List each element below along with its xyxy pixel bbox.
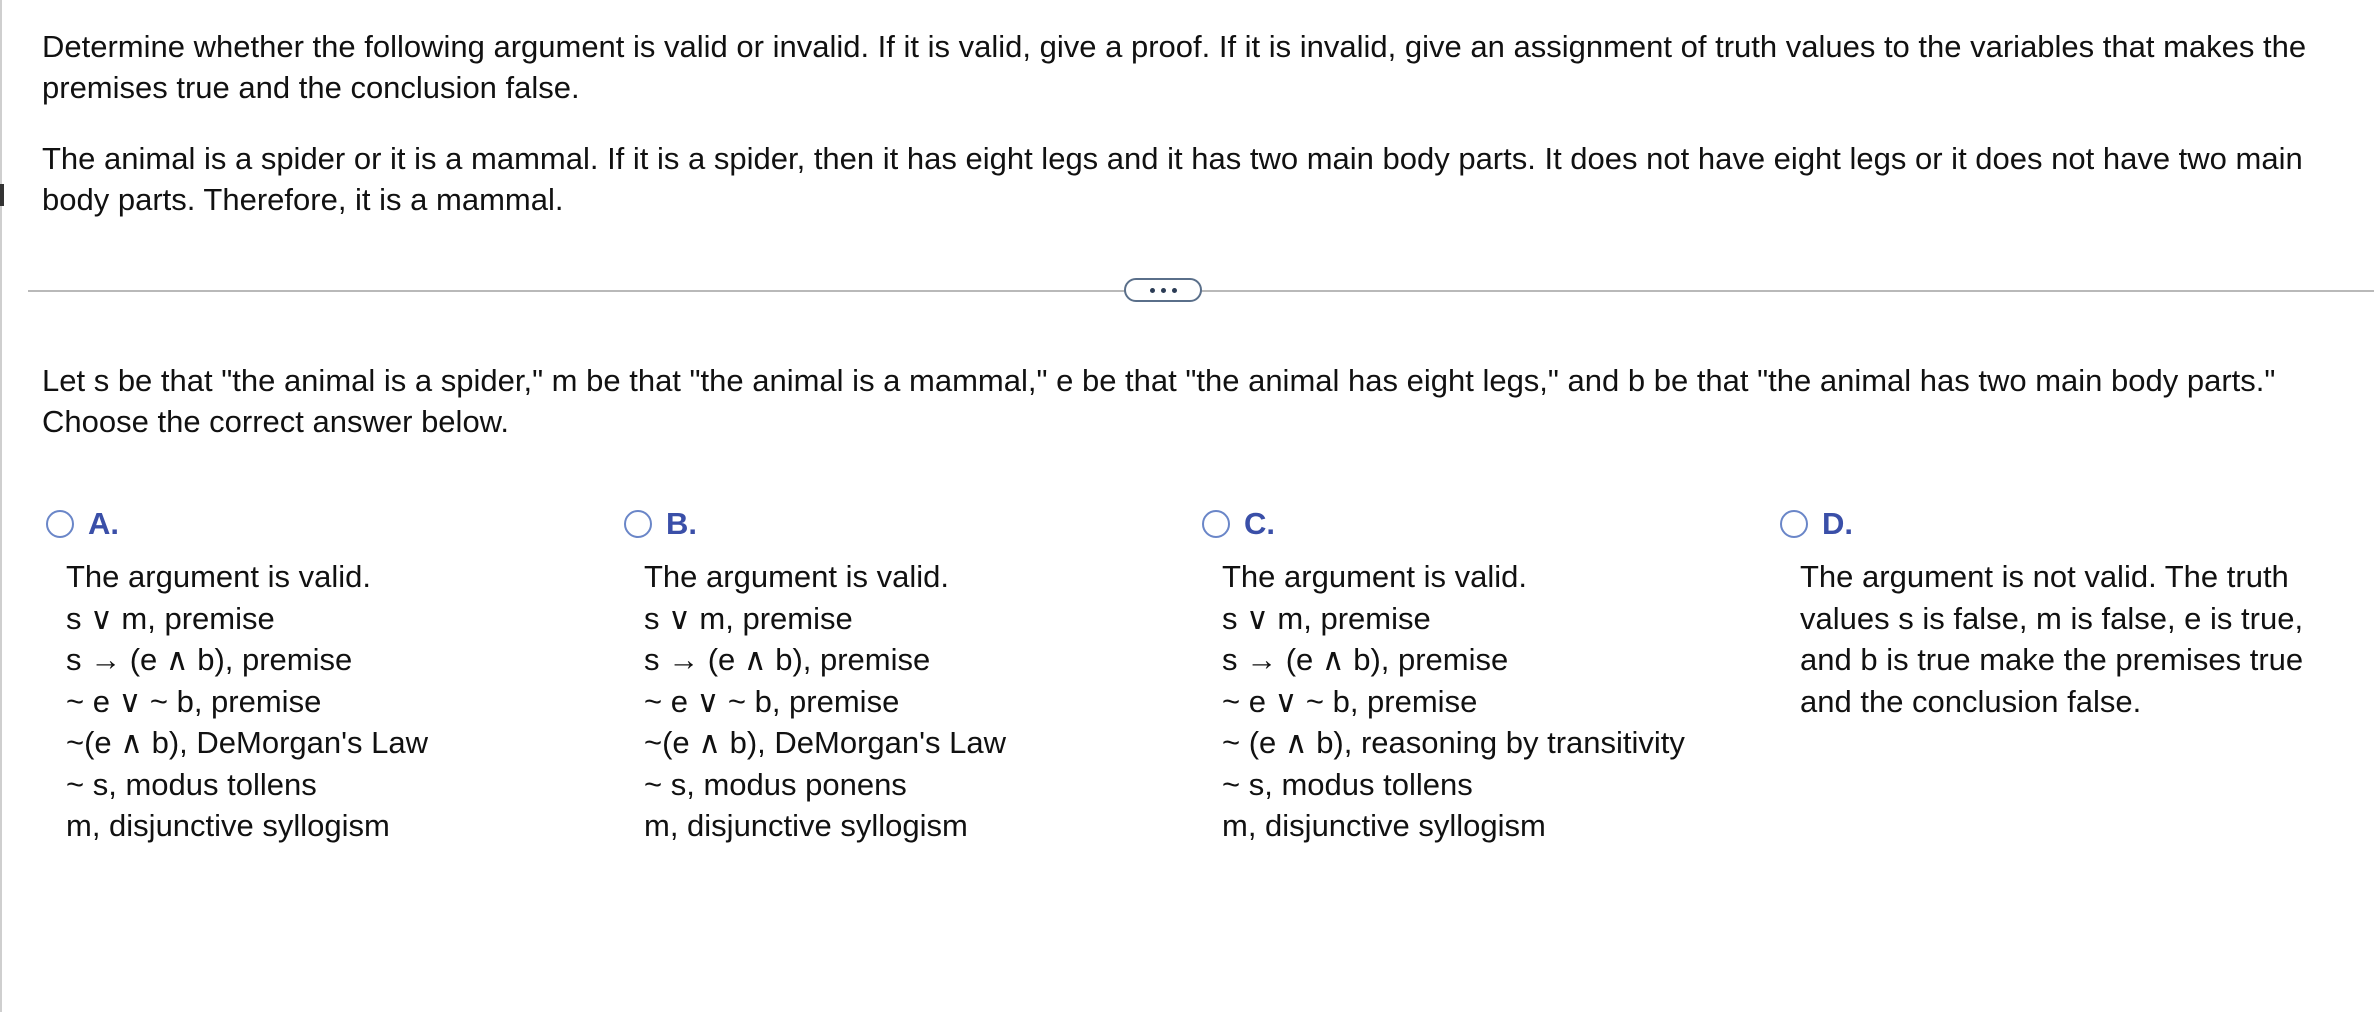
- radio-unselected-icon[interactable]: [624, 510, 652, 538]
- question-text: Let s be that "the animal is a spider," m be that "the animal is a mammal," e be that "the animal has eight legs," and b be that "the animal has two main body parts." Choose the correct answer below.: [42, 363, 2276, 439]
- proof-line: s ∨ m, premise: [644, 600, 853, 636]
- proof-line: m, disjunctive syllogism: [1222, 808, 1546, 843]
- answer-option-c[interactable]: [1202, 502, 1762, 847]
- proof-line: ~ s, modus ponens: [644, 766, 907, 802]
- ellipsis-icon: [1161, 288, 1166, 293]
- proof-line: ~ e ∨ ~ b, premise: [66, 683, 322, 719]
- option-c-selector[interactable]: [1202, 502, 1762, 546]
- proof-line: ~ s, modus tollens: [66, 766, 317, 802]
- option-d-explanation: [1780, 556, 2340, 722]
- proof-line: s → (e ∧ b), premise: [1222, 642, 1509, 677]
- proof-line: m, disjunctive syllogism: [66, 808, 390, 843]
- proof-line: ~ (e ∧ b), reasoning by transitivity: [1222, 725, 1685, 760]
- radio-unselected-icon[interactable]: [1202, 510, 1230, 538]
- option-d-selector[interactable]: [1780, 502, 2340, 546]
- proof-line: s ∨ m, premise: [66, 600, 275, 636]
- proof-line: ~(e ∧ b), DeMorgan's Law: [66, 725, 429, 760]
- proof-line: s → (e ∧ b), premise: [66, 642, 353, 677]
- option-letter: A.: [88, 506, 119, 541]
- argument-text: The animal is a spider or it is a mammal. If it is a spider, then it has eight legs and it has two main body parts. It does not have eight legs or it does not have two main body parts. Therefore, it is a mammal.: [42, 141, 2303, 217]
- proof-line: ~ e ∨ ~ b, premise: [1222, 683, 1478, 719]
- radio-unselected-icon[interactable]: [46, 510, 74, 538]
- expand-button[interactable]: [1124, 278, 1202, 302]
- option-letter: D.: [1822, 506, 1853, 541]
- left-edge-marker: [0, 184, 4, 206]
- proof-line: The argument is valid.: [1222, 559, 1527, 594]
- proof-line: m, disjunctive syllogism: [644, 808, 968, 843]
- ellipsis-icon: [1172, 288, 1177, 293]
- left-border: [0, 0, 2, 1012]
- proof-line: ~ e ∨ ~ b, premise: [644, 683, 900, 719]
- option-letter: B.: [666, 506, 697, 541]
- option-a-proof: [46, 556, 606, 847]
- option-letter: C.: [1244, 506, 1275, 541]
- proof-line: s ∨ m, premise: [1222, 600, 1431, 636]
- answer-option-a[interactable]: [46, 502, 606, 847]
- instructions-text: Determine whether the following argument is valid or invalid. If it is valid, give a proof. If it is invalid, give an assignment of truth values to the variables that makes the premises true and the conclusion false.: [42, 29, 2307, 105]
- option-c-proof: [1202, 556, 1762, 847]
- option-d-text: The argument is not valid. The truth values s is false, m is false, e is true, and b is true make the premises true and the conclusion false.: [1800, 559, 2304, 719]
- proof-line: s → (e ∧ b), premise: [644, 642, 931, 677]
- option-b-proof: [624, 556, 1184, 847]
- proof-line: The argument is valid.: [644, 559, 949, 594]
- ellipsis-icon: [1150, 288, 1155, 293]
- proof-line: ~ s, modus tollens: [1222, 766, 1473, 802]
- answer-option-b[interactable]: [624, 502, 1184, 847]
- radio-unselected-icon[interactable]: [1780, 510, 1808, 538]
- option-a-selector[interactable]: [46, 502, 606, 546]
- answer-option-d[interactable]: [1780, 502, 2340, 722]
- proof-line: ~(e ∧ b), DeMorgan's Law: [644, 725, 1007, 760]
- proof-line: The argument is valid.: [66, 559, 371, 594]
- option-b-selector[interactable]: [624, 502, 1184, 546]
